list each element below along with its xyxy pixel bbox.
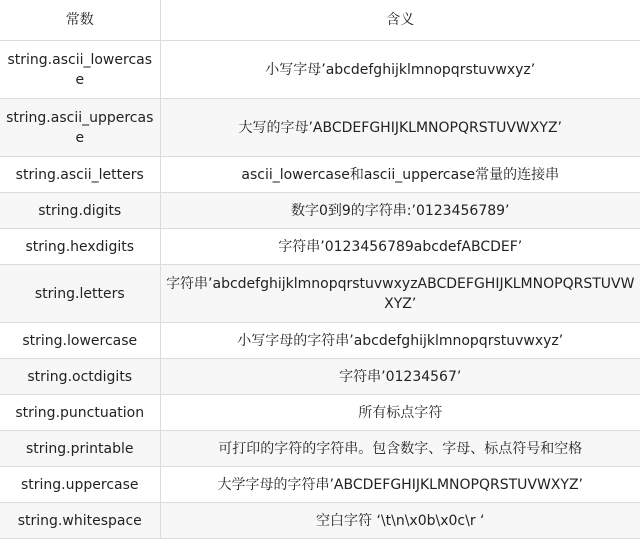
table-row bbox=[0, 99, 640, 157]
constant-meaning: 空白字符 ‘\t\n\x0b\x0c\r ‘ bbox=[160, 503, 640, 539]
constant-name: string.octdigits bbox=[0, 359, 160, 395]
constant-meaning: 字符串’abcdefghijklmnopqrstuvwxyzABCDEFGHIJKLMNOPQRSTUVWXYZ’ bbox=[160, 265, 640, 323]
constant-meaning: 字符串’01234567’ bbox=[160, 359, 640, 395]
constant-meaning: 所有标点字符 bbox=[160, 395, 640, 431]
table-row bbox=[0, 431, 640, 467]
table-row bbox=[0, 395, 640, 431]
constant-name: string.printable bbox=[0, 431, 160, 467]
table-row bbox=[0, 193, 640, 229]
table-row bbox=[0, 265, 640, 323]
constant-name: string.punctuation bbox=[0, 395, 160, 431]
header-meaning: 含义 bbox=[160, 0, 640, 41]
constant-meaning: 可打印的字符的字符串。包含数字、字母、标点符号和空格 bbox=[160, 431, 640, 467]
constant-meaning: 数字0到9的字符串:’0123456789’ bbox=[160, 193, 640, 229]
constant-name: string.letters bbox=[0, 265, 160, 323]
table-row bbox=[0, 323, 640, 359]
constant-name: string.ascii_letters bbox=[0, 157, 160, 193]
table-row bbox=[0, 157, 640, 193]
constant-name: string.whitespace bbox=[0, 503, 160, 539]
constant-meaning: 大学字母的字符串’ABCDEFGHIJKLMNOPQRSTUVWXYZ’ bbox=[160, 467, 640, 503]
table-row bbox=[0, 229, 640, 265]
table-row bbox=[0, 359, 640, 395]
constant-meaning: ascii_lowercase和ascii_uppercase常量的连接串 bbox=[160, 157, 640, 193]
constant-name: string.ascii_uppercase bbox=[0, 99, 160, 157]
constant-meaning: 小写字母的字符串’abcdefghijklmnopqrstuvwxyz’ bbox=[160, 323, 640, 359]
constant-name: string.digits bbox=[0, 193, 160, 229]
table-row bbox=[0, 467, 640, 503]
header-row bbox=[0, 0, 640, 41]
constant-meaning: 小写字母’abcdefghijklmnopqrstuvwxyz’ bbox=[160, 41, 640, 99]
constant-name: string.hexdigits bbox=[0, 229, 160, 265]
constant-name: string.ascii_lowercase bbox=[0, 41, 160, 99]
constant-name: string.uppercase bbox=[0, 467, 160, 503]
header-constant: 常数 bbox=[0, 0, 160, 41]
constant-meaning: 大写的字母’ABCDEFGHIJKLMNOPQRSTUVWXYZ’ bbox=[160, 99, 640, 157]
constant-name: string.lowercase bbox=[0, 323, 160, 359]
table-row bbox=[0, 41, 640, 99]
constant-meaning: 字符串’0123456789abcdefABCDEF’ bbox=[160, 229, 640, 265]
table-row bbox=[0, 503, 640, 539]
